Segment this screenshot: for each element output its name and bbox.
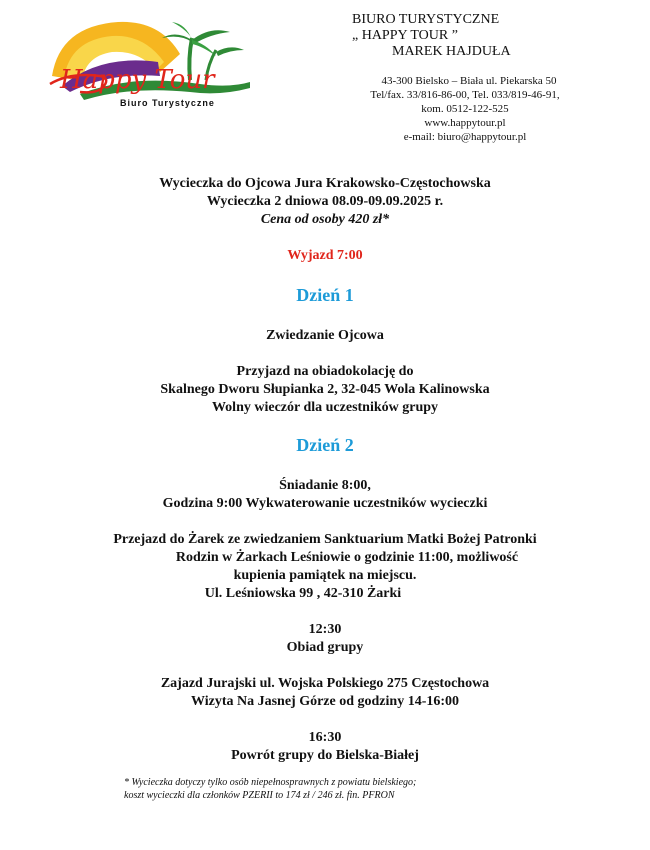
day-2-item: Godzina 9:00 Wykwaterowanie uczestników wycieczki [162,496,488,511]
day-2-item: Zajazd Jurajski ul. Wojska Polskiego 275 Częstochowa [160,676,490,691]
day-1-item: Przyjazd na obiadokolację do [236,364,414,379]
day-2-item: Rodzin w Żarkach Leśniowie o godzinie 11:00, możliwość [175,550,519,565]
day-2-item: Śniadanie 8:00, [279,478,371,493]
return-time: 16:30 [308,730,342,745]
day-1-item: Skalnego Dworu Słupianka 2, 32-045 Wola Kalinowska [160,382,490,397]
logo-subtitle: Biuro Turystyczne [120,98,215,108]
day-2-item: kupienia pamiątek na miejscu. [233,568,417,583]
brand-script-text: Happy Tour [60,65,215,95]
contact-address: 43-300 Bielsko – Biała ul. Piekarska 50 [381,75,557,87]
lunch: Obiad grupy [286,640,364,655]
company-block [320,12,580,60]
day-2-item: Ul. Leśniowska 99 , 42-310 Żarki [204,586,402,601]
contact-phones: Tel/fax. 33/816-86-00, Tel. 033/819-46-91, [370,89,560,101]
departure-time: Wyjazd 7:00 [287,248,363,263]
trip-price: Cena od osoby 420 zł* [260,212,390,227]
company-line-1: BIURO TURYSTYCZNE [352,12,500,27]
day-2-heading: Dzień 2 [296,435,354,455]
trip-dates: Wycieczka 2 dniowa 08.09-09.09.2025 r. [206,194,444,209]
company-owner: MAREK HAJDUŁA [392,44,511,59]
footnote-line-1: * Wycieczka dotyczy tylko osób niepełnosprawnych z powiatu bielskiego; [124,777,417,788]
contact-block [340,74,590,144]
day-1-item: Zwiedzanie Ojcowa [266,328,384,343]
contact-mobile: kom. 0512-122-525 [421,103,509,115]
day-1-heading: Dzień 1 [296,285,354,305]
happy-tour-logo [40,14,260,114]
trip-title: Wycieczka do Ojcowa Jura Krakowsko-Częstochowska [159,176,491,191]
footnote-line-2: koszt wycieczki dla członków PZERII to 174 zł / 246 zł. fin. PFRON [124,790,395,801]
footnote [124,776,416,802]
return: Powrót grupy do Bielska-Białej [231,748,419,763]
day-2-item: Wizyta Na Jasnej Górze od godziny 14-16:00 [190,694,460,709]
day-2-item: Przejazd do Żarek ze zwiedzaniem Sanktuarium Matki Bożej Patronki [113,532,537,547]
lunch-time: 12:30 [308,622,342,637]
contact-website[interactable]: www.happytour.pl [424,117,506,129]
company-line-2: „ HAPPY TOUR ” [352,28,458,43]
contact-email[interactable]: e-mail: biuro@happytour.pl [403,131,527,143]
day-1-item: Wolny wieczór dla uczestników grupy [211,400,439,415]
